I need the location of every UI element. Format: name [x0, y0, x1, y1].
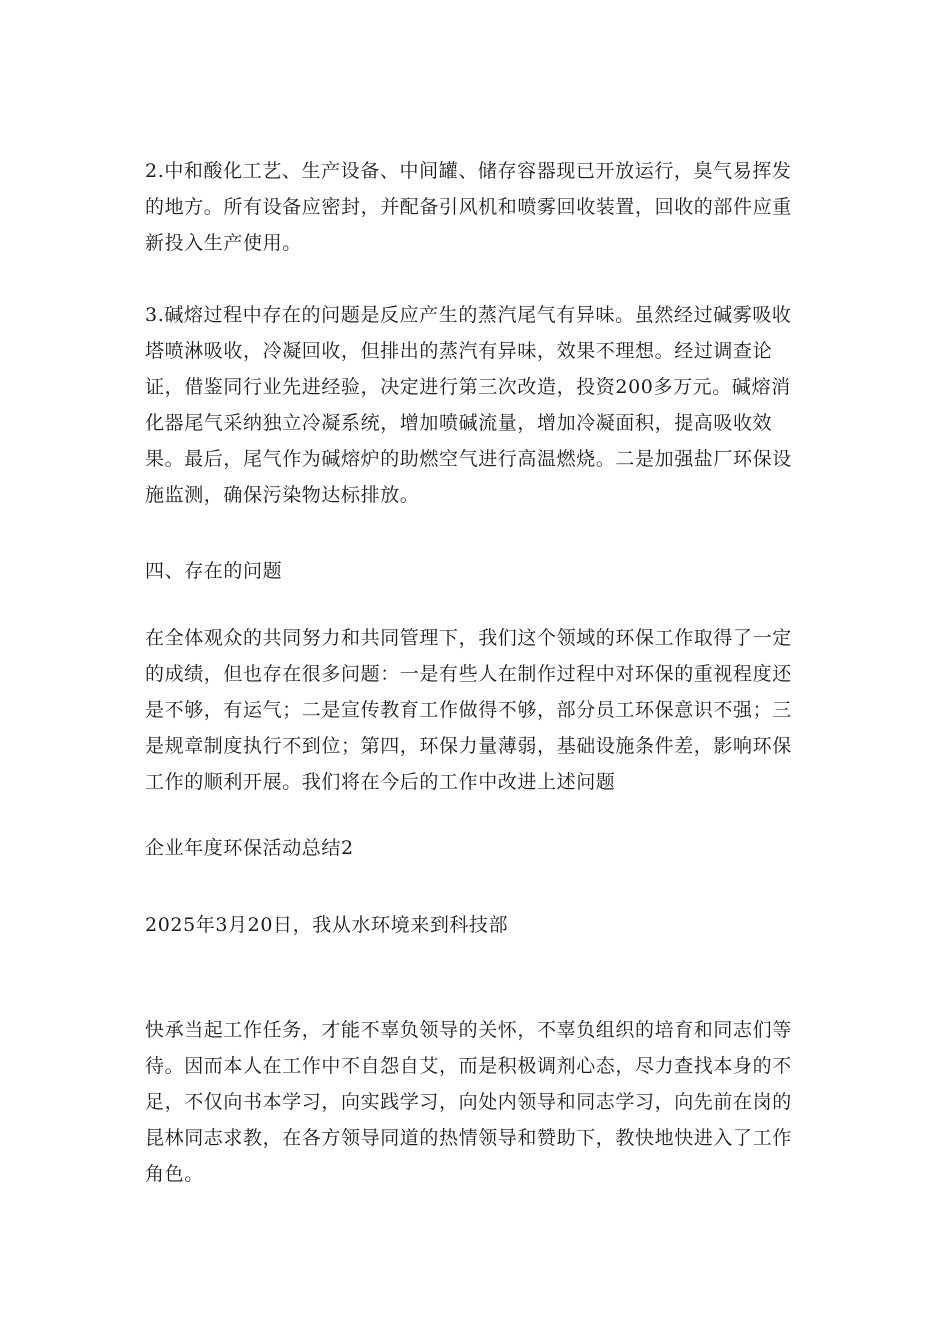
paragraph-existing-problems: 在全体观众的共同努力和共同管理下，我们这个领域的环保工作取得了一定的成绩，但也存在很多问题：一是有些人在制作过程中对环保的重视程度还是不够，有运气；二是宣传教育工作做得不够，部分员工环保意识不强；三是规章制度执行不到位；第四，环保力量薄弱，基础设施条件差，影响环保工作的顺利开展。我们将在今后的工作中改进上述问题 [145, 627, 792, 793]
paragraph-alkali-fusion-problem: 3.碱熔过程中存在的问题是反应产生的蒸汽尾气有异味。虽然经过碱雾吸收塔喷淋吸收，冷凝回收，但排出的蒸汽有异味，效果不理想。经过调查论证，借鉴同行业先进经验，决定进行第三次改造，投资200多万元。碱熔消化器尾气采纳独立冷凝系统，增加喷碱流量，增加冷凝面积，提高吸收效果。最后，尾气作为碱熔炉的助燃空气进行高温燃烧。二是加强盐厂环保设施监测，确保污染物达标排放。 [145, 304, 792, 506]
paragraph-work-attitude: 快承当起工作任务，才能不辜负领导的关怀，不辜负组织的培育和同志们等待。因而本人在工作中不自怨自艾，而是积极调剂心态，尽力查找本身的不足，不仅向书本学习，向实践学习，向处内领导和同志学习，向先前在岗的昆林同志求教，在各方领导同道的热情领导和赞助下，教快地快进入了工作角色。 [145, 1019, 792, 1185]
paragraph-neutralization-process: 2.中和酸化工艺、生产设备、中间罐、储存容器现已开放运行，臭气易挥发的地方。所有设备应密封，并配备引风机和喷雾回收装置，回收的部件应重新投入生产使用。 [145, 160, 792, 254]
section-heading-existing-problems: 四、存在的问题 [145, 560, 283, 582]
document-subtitle: 企业年度环保活动总结2 [145, 837, 354, 859]
date-line: 2025年3月20日，我从水环境来到科技部 [145, 914, 509, 936]
